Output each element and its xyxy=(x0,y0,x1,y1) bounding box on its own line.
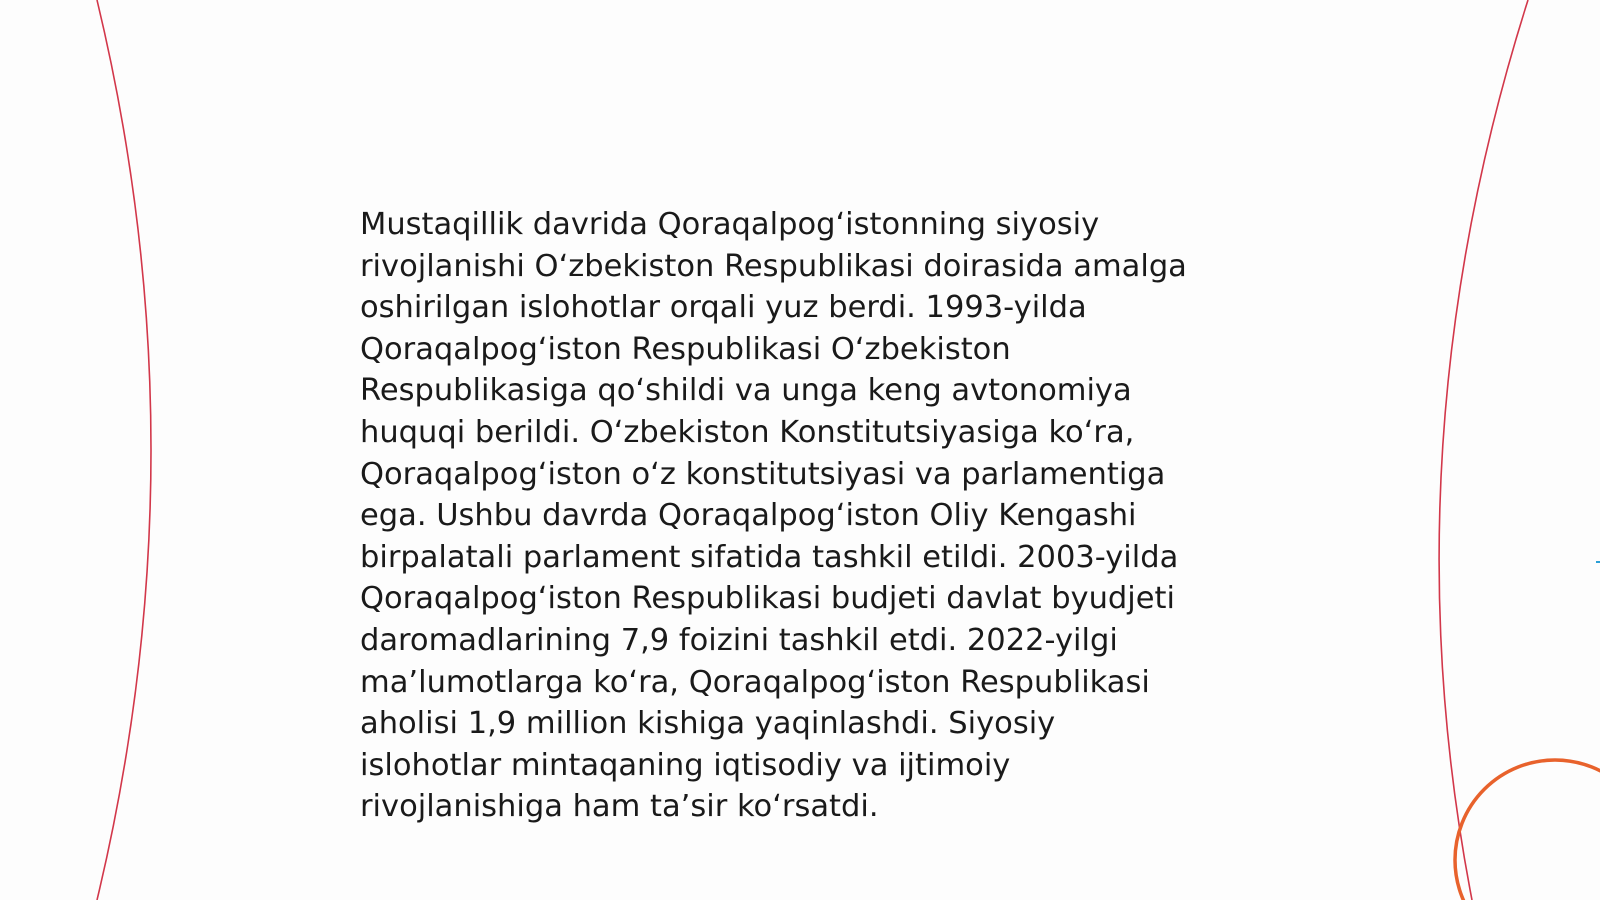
left-arc-decoration xyxy=(97,0,151,900)
body-text-line: Qoraqalpogʻiston oʻz konstitutsiyasi va parlamentiga xyxy=(360,456,1166,492)
body-text-line: daromadlarining 7,9 foizini tashkil etdi. 2022-yilgi xyxy=(360,622,1118,658)
body-text-line: aholisi 1,9 million kishiga yaqinlashdi. Siyosiy xyxy=(360,706,1056,742)
body-text-line: huquqi berildi. Oʻzbekiston Konstitutsiyasiga koʻra, xyxy=(360,414,1135,450)
body-text-line: Mustaqillik davrida Qoraqalpogʻistonning siyosiy xyxy=(360,207,1100,242)
body-text-line: rivojlanishi Oʻzbekiston Respublikasi doirasida amalga xyxy=(360,248,1187,284)
body-text-line: maʼlumotlarga koʻra, Qoraqalpogʻiston Respublikasi xyxy=(360,664,1150,700)
right-arc-decoration xyxy=(1439,0,1528,900)
body-text-line: oshirilgan islohotlar orqali yuz berdi. 1993-yilda xyxy=(360,290,1087,326)
body-text-line: Respublikasiga qoʻshildi va unga keng avtonomiya xyxy=(360,373,1132,409)
body-text-line: Qoraqalpogʻiston Respublikasi budjeti davlat byudjeti xyxy=(360,581,1175,617)
body-text-line: islohotlar mintaqaning iqtisodiy va ijtimoiy xyxy=(360,747,1011,783)
body-text-line: Qoraqalpogʻiston Respublikasi Oʻzbekiston xyxy=(360,331,1011,367)
body-text-line: rivojlanishiga ham taʼsir koʻrsatdi. xyxy=(360,789,879,825)
orange-circle-decoration xyxy=(1455,760,1600,900)
slide-body-text xyxy=(360,204,1260,828)
body-text-line: ega. Ushbu davrda Qoraqalpogʻiston Oliy Kengashi xyxy=(360,498,1137,534)
body-text-line: birpalatali parlament sifatida tashkil etildi. 2003-yilda xyxy=(360,539,1179,575)
